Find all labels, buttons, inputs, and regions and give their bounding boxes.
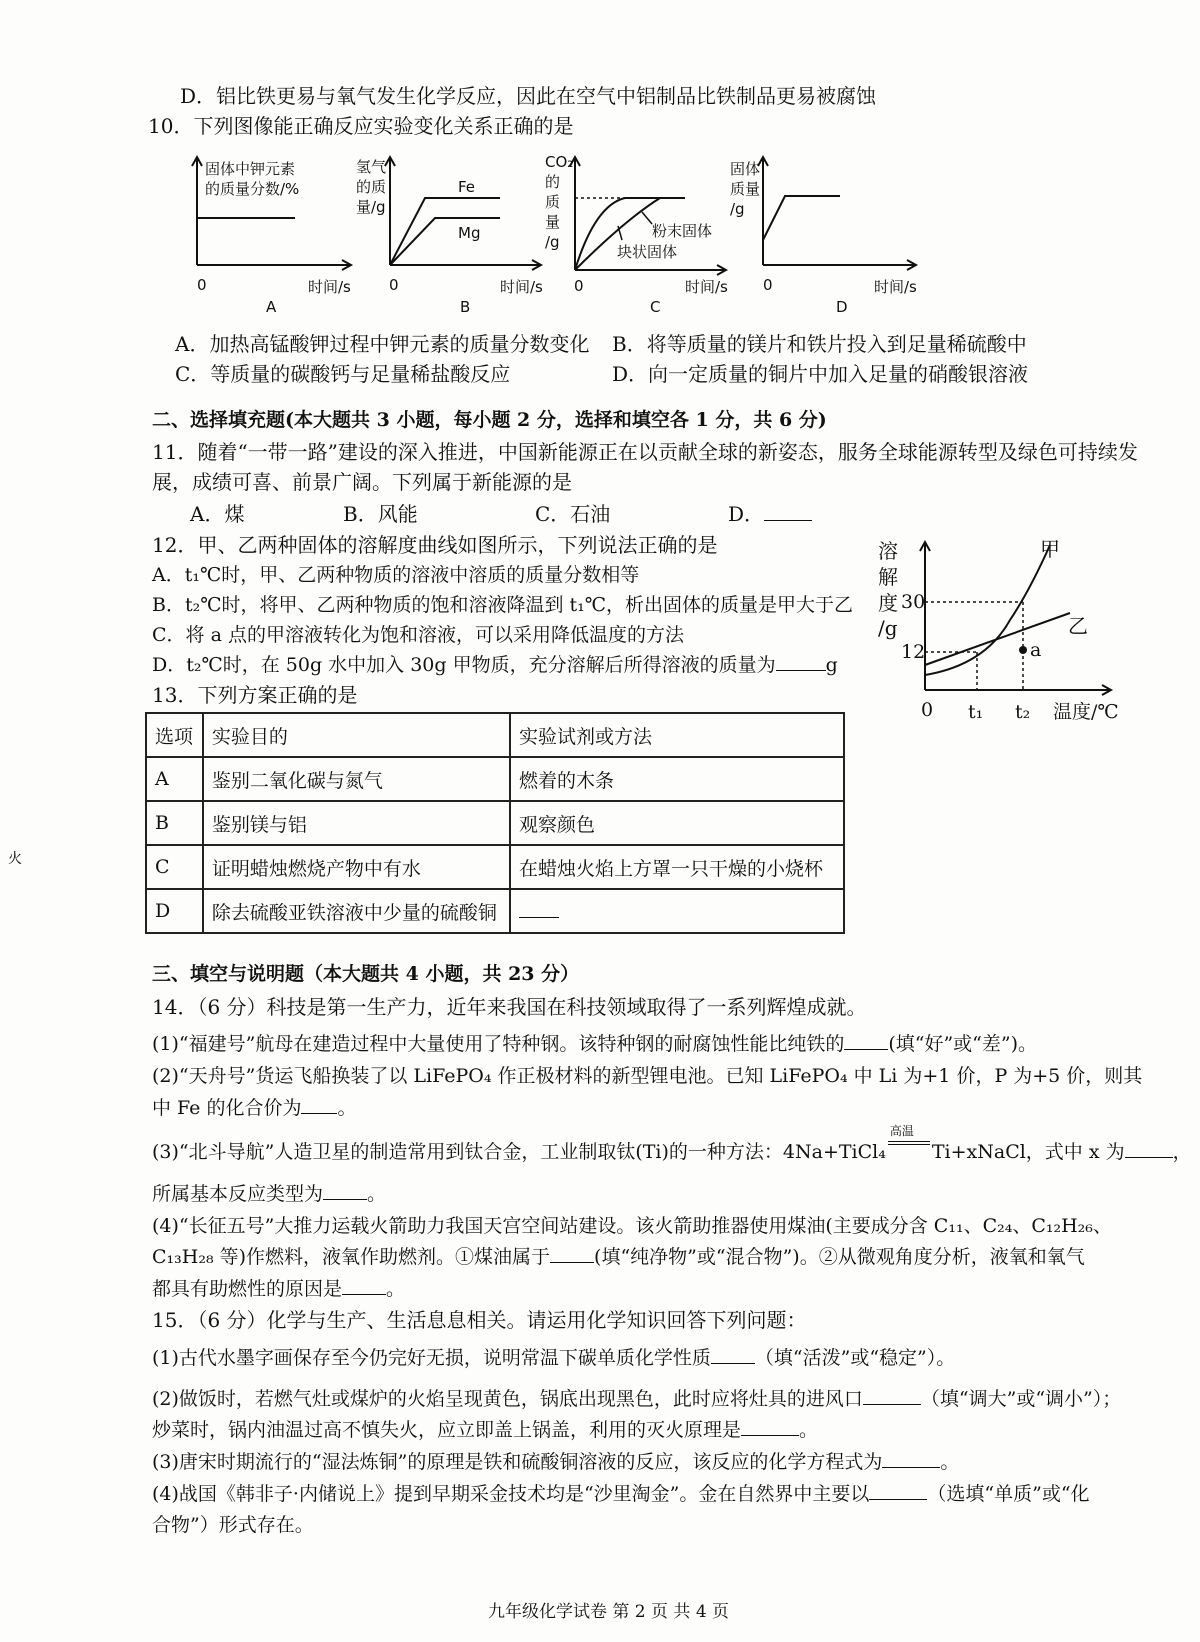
q15-part4-line1	[152, 1480, 1090, 1508]
q14-part3-text: (3)“北斗导航”人造卫星的制造常用到钛合金，工业制取钛(Ti)的一种方法：4Na+TiCl₄	[152, 1141, 886, 1163]
graph-c-ylabel-1: CO₂	[545, 153, 574, 171]
table-header-cell: 选项	[146, 713, 203, 757]
graph-d-ylabel-3: /g	[730, 200, 745, 218]
graph-d-origin: 0	[763, 276, 773, 294]
graph-a-ylabel-1: 固体中钾元素	[205, 160, 296, 178]
q10-option-b: B．将等质量的镁片和铁片投入到足量稀硫酸中	[612, 332, 1027, 356]
solubility-point-a	[1019, 646, 1027, 654]
margin-mark: 火	[8, 851, 22, 867]
q10-option-a: A．加热高锰酸钾过程中钾元素的质量分数变化	[175, 332, 590, 356]
q15-part1-hint: （填“活泼”或“稳定”）。	[754, 1347, 956, 1369]
q14-part4-line3	[152, 1275, 405, 1303]
q14-part4-text3: 都具有助燃性的原因是	[152, 1278, 343, 1300]
q15-part2-text: (2)做饭时，若燃气灶或煤炉的火焰呈现黄色，锅底出现黑色，此时应将灶具的进风口	[152, 1388, 863, 1410]
sol-ylabel-1: 溶	[878, 539, 898, 563]
q14-part1-hint: (填“好”或“差”)。	[888, 1033, 1038, 1055]
q12-answer-blank[interactable]	[776, 652, 826, 671]
table-cell: A	[146, 757, 203, 801]
q10-option-c: C．等质量的碳酸钙与足量稀盐酸反应	[175, 362, 511, 386]
graph-c-ylabel-4: 量	[545, 213, 561, 231]
graph-b-letter: B	[460, 298, 471, 316]
table-cell-answer[interactable]	[510, 889, 844, 933]
q15-stem: 15．（6 分）化学与生产、生活息息相关。请运用化学知识回答下列问题：	[152, 1308, 807, 1332]
reaction-condition: 高温	[889, 1124, 914, 1138]
q11-option-d-label: D．	[728, 502, 765, 526]
sol-tick-t1: t₁	[968, 701, 984, 723]
graph-b-mg-line	[390, 218, 500, 265]
q11-stem-line2: 展，成绩可喜、前景广阔。下列属于新能源的是	[152, 470, 572, 494]
q12-option-d-unit: g	[825, 654, 838, 676]
q15-part4-hint: （选填“单质”或“化	[927, 1483, 1090, 1505]
reaction-arrow	[886, 1124, 932, 1158]
table-cell: B	[146, 801, 203, 845]
table-cell: C	[146, 845, 203, 889]
sol-label-jia: 甲	[1040, 537, 1060, 561]
q10-stem: 10．下列图像能正确反应实验变化关系正确的是	[148, 114, 574, 138]
graph-c-letter: C	[650, 298, 661, 316]
graph-c-powder-label: 粉末固体	[652, 222, 713, 240]
section-2-heading: 二、选择填充题(本大题共 3 小题，每小题 2 分，选择和填空各 1 分，共 6 分)	[152, 409, 827, 431]
table-cell: 证明蜡烛燃烧产物中有水	[203, 845, 510, 889]
table-row	[146, 889, 844, 933]
q15-part2-blank1[interactable]	[863, 1386, 921, 1405]
q14-part2-blank[interactable]	[301, 1095, 337, 1114]
sol-ylabel-4: /g	[878, 616, 898, 640]
q14-part4-line2	[152, 1243, 1085, 1271]
sol-tick-12: 12	[901, 641, 926, 663]
graph-b-ylabel-1: 氢气	[356, 158, 387, 176]
q11-option-a: A．煤	[190, 502, 245, 526]
q14-part4-blank1[interactable]	[550, 1244, 594, 1263]
q14-part3-end: 。	[367, 1183, 387, 1205]
graph-d-ylabel-1: 固体	[730, 160, 761, 178]
graph-d-ylabel-2: 质量	[730, 180, 761, 198]
q14-part1-text: (1)“福建号”航母在建造过程中大量使用了特种钢。该特种钢的耐腐蚀性能比纯铁的	[152, 1033, 845, 1055]
q15-part2-blank2[interactable]	[741, 1417, 799, 1436]
table-header-cell: 实验试剂或方法	[510, 713, 844, 757]
q11-answer-blank[interactable]	[764, 502, 812, 521]
table-cell: 除去硫酸亚铁溶液中少量的硫酸铜	[203, 889, 510, 933]
graph-b-ylabel-3: 量/g	[356, 198, 386, 216]
graph-d-line	[763, 196, 840, 240]
table-cell: 在蜡烛火焰上方罩一只干燥的小烧杯	[510, 845, 844, 889]
graph-b-fe-line	[390, 198, 500, 265]
solubility-curve-yi	[925, 613, 1070, 665]
q14-part4-text: C₁₃H₂₈ 等)作燃料，液氧作助燃剂。①煤油属于	[152, 1246, 551, 1268]
q14-part4-blank2[interactable]	[342, 1276, 386, 1295]
q15-part3-blank[interactable]	[882, 1449, 940, 1468]
q12-option-a: A．t₁℃时，甲、乙两种物质的溶液中溶质的质量分数相等	[152, 564, 640, 586]
q14-part3-comma: ，	[1172, 1141, 1192, 1163]
graph-a-xlabel: 时间/s	[308, 278, 351, 296]
table-cell: 鉴别镁与铝	[203, 801, 510, 845]
q15-part2-line1	[152, 1385, 1121, 1413]
q12-option-b: B．t₂℃时，将甲、乙两种物质的饱和溶液降温到 t₁℃，析出固体的质量是甲大于乙	[152, 594, 854, 616]
q15-part1-blank[interactable]	[711, 1345, 755, 1364]
q15-part3-text: (3)唐宋时期流行的“湿法炼铜”的原理是铁和硫酸铜溶液的反应，该反应的化学方程式为	[152, 1451, 883, 1473]
graph-b-origin: 0	[389, 276, 399, 294]
q15-part2-text2: 炒菜时，锅内油温过高不慎失火，应立即盖上锅盖，利用的灭火原理是	[152, 1419, 742, 1441]
q15-part3	[152, 1448, 959, 1476]
q10-option-d: D．向一定质量的铜片中加入足量的硝酸银溶液	[612, 362, 1029, 386]
q11-stem-line1: 11．随着“一带一路”建设的深入推进，中国新能源正在以贡献全球的新姿态，服务全球能源转型及绿色可持续发	[152, 440, 1138, 464]
q14-part3-blank-x[interactable]	[1125, 1139, 1173, 1158]
table-cell: 鉴别二氧化碳与氮气	[203, 757, 510, 801]
q9-option-d: D．铝比铁更易与氧气发生化学反应，因此在空气中铝制品比铁制品更易被腐蚀	[180, 84, 877, 108]
graph-b-xlabel: 时间/s	[500, 278, 543, 296]
q14-part3-type-text: 所属基本反应类型为	[152, 1183, 324, 1205]
q12-option-d-text: D．t₂℃时，在 50g 水中加入 30g 甲物质，充分溶解后所得溶液的质量为	[152, 654, 776, 676]
sol-tick-t2: t₂	[1015, 701, 1031, 723]
table-row	[146, 845, 844, 889]
graph-c-lump-label: 块状固体	[617, 243, 678, 261]
graph-a-origin: 0	[197, 276, 207, 294]
q15-part4-text: (4)战国《韩非子·内储说上》提到早期采金技术均是“沙里淘金”。金在自然界中主要以	[152, 1483, 870, 1505]
table-header-row	[146, 713, 844, 757]
q15-part1	[152, 1344, 955, 1372]
q15-part2-end: 。	[799, 1419, 819, 1441]
sol-label-yi: 乙	[1068, 614, 1088, 638]
q13-answer-blank[interactable]	[519, 899, 559, 918]
graph-a-ylabel-2: 的质量分数/%	[205, 180, 300, 198]
q14-part2-text: 中 Fe 的化合价为	[152, 1097, 302, 1119]
q13-stem: 13．下列方案正确的是	[152, 683, 358, 707]
graph-c-ylabel-2: 的	[545, 173, 561, 191]
q14-part3-equation: Ti+xNaCl，式中 x 为	[931, 1141, 1125, 1163]
graph-d-letter: D	[836, 298, 848, 316]
q15-part2-line2	[152, 1416, 818, 1444]
graph-a-letter: A	[266, 298, 277, 316]
graph-c-xlabel: 时间/s	[685, 278, 728, 296]
graph-c-origin: 0	[574, 277, 584, 295]
sol-label-a: a	[1030, 639, 1042, 661]
q11-option-b: B．风能	[343, 502, 418, 526]
q15-part1-text: (1)古代水墨字画保存至今仍完好无损，说明常温下碳单质化学性质	[152, 1347, 711, 1369]
q14-part3-blank-type[interactable]	[323, 1181, 367, 1200]
q14-part3-line2	[152, 1180, 386, 1208]
sol-tick-30: 30	[901, 591, 926, 613]
q14-part2-line1: (2)“天舟号”货运飞船换装了以 LiFePO₄ 作正极材料的新型锂电池。已知 LiFePO₄ 中 Li 为+1 价，P 为+5 价，则其	[152, 1065, 1143, 1087]
q14-part2-end: 。	[337, 1097, 357, 1119]
graph-c-ylabel-3: 质	[545, 193, 561, 211]
q12-stem: 12．甲、乙两种固体的溶解度曲线如图所示，下列说法正确的是	[152, 533, 718, 557]
table-cell: D	[146, 889, 203, 933]
q13-table	[145, 712, 845, 934]
sol-ylabel-3: 度	[878, 591, 898, 615]
sol-ylabel-2: 解	[878, 565, 898, 589]
q14-part4-end: 。	[386, 1278, 406, 1300]
q14-part1	[152, 1030, 1037, 1058]
graph-c-ylabel-5: /g	[545, 233, 560, 251]
table-header-cell: 实验目的	[203, 713, 510, 757]
q12-option-c: C．将 a 点的甲溶液转化为饱和溶液，可以采用降低温度的方法	[152, 624, 684, 646]
q14-stem: 14．（6 分）科技是第一生产力，近年来我国在科技领域取得了一系列辉煌成就。	[152, 995, 867, 1019]
table-cell: 观察颜色	[510, 801, 844, 845]
table-row	[146, 757, 844, 801]
q14-part2-line2	[152, 1094, 356, 1122]
sol-xlabel: 温度/℃	[1053, 701, 1119, 723]
q15-part4-blank[interactable]	[869, 1481, 927, 1500]
solubility-graph	[0, 0, 1, 1]
q15-part2-hint: （填“调大”或“调小”）；	[920, 1388, 1122, 1410]
graph-b-ylabel-2: 的质	[356, 178, 387, 196]
page-footer: 九年级化学试卷 第 2 页 共 4 页	[488, 1602, 730, 1622]
q11-option-d	[728, 500, 812, 528]
q11-option-c: C．石油	[535, 502, 611, 526]
q15-part3-end: 。	[940, 1451, 960, 1473]
table-row	[146, 801, 844, 845]
q14-part4-text2: (填“纯净物”或“混合物”)。②从微观角度分析，液氧和氧气	[594, 1246, 1085, 1268]
table-cell: 燃着的木条	[510, 757, 844, 801]
graph-d-xlabel: 时间/s	[874, 278, 917, 296]
sol-origin: 0	[921, 699, 934, 721]
q12-option-d	[152, 651, 838, 679]
q14-part4-line1: (4)“长征五号”大推力运载火箭助力我国天宫空间站建设。该火箭助推器使用煤油(主要成分含 C₁₁、C₂₄、C₁₂H₂₆、	[152, 1215, 1112, 1237]
q14-part1-blank[interactable]	[844, 1031, 888, 1050]
section-3-heading: 三、填空与说明题（本大题共 4 小题，共 23 分）	[152, 963, 580, 985]
graph-b-fe-label: Fe	[458, 178, 476, 196]
q15-part4-line2: 合物”）形式存在。	[152, 1514, 314, 1536]
graph-b-mg-label: Mg	[458, 224, 481, 242]
q14-part3-line1	[152, 1124, 1192, 1166]
